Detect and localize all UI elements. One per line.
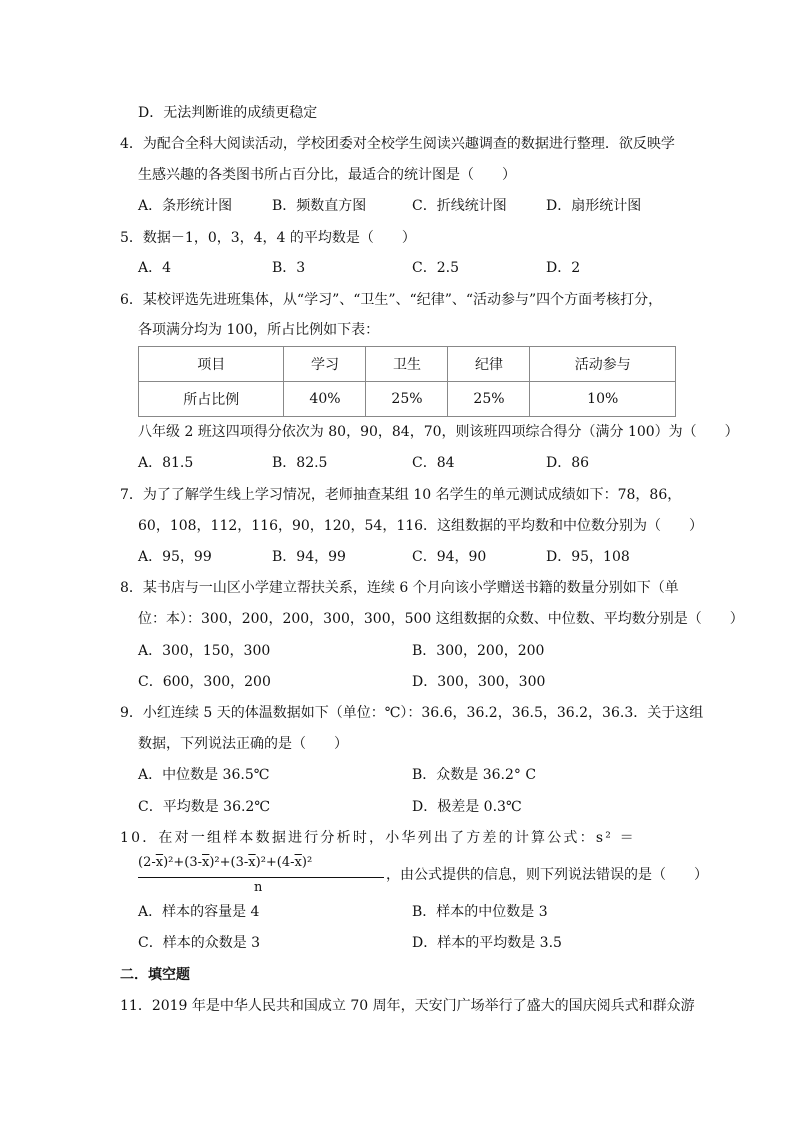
q3-option-d: D．无法判断谁的成绩更稳定 xyxy=(138,105,318,121)
q6-option-d: D．86 xyxy=(546,455,590,471)
q10-stem-tail: ，由公式提供的信息，则下列说法错误的是（ ） xyxy=(386,867,708,883)
q8-option-d: D．300，300，300 xyxy=(412,674,546,690)
q8-stem-line2: 位：本）：300，200，200，300，300，500 这组数据的众数、中位数、平均数分别是（ ） xyxy=(138,611,744,627)
variance-formula-denominator: n xyxy=(254,880,263,895)
table-cell: 纪律 xyxy=(448,347,530,382)
q8-stem-line1: 8．某书店与一山区小学建立帮扶关系，连续 6 个月向该小学赠送书籍的数量分别如下（单 xyxy=(120,580,679,596)
q5-option-c: C．2.5 xyxy=(412,260,459,276)
q7-option-a: A．95，99 xyxy=(138,549,212,565)
q9-option-d: D．极差是 0.3℃ xyxy=(412,799,522,815)
q4-option-c: C．折线统计图 xyxy=(412,198,507,214)
table-cell: 项目 xyxy=(139,347,284,382)
q8-option-b: B．300，200，200 xyxy=(412,643,545,659)
q7-stem-line1: 7．为了了解学生线上学习情况，老师抽查某组 10 名学生的单元测试成绩如下：78，86， xyxy=(120,487,682,503)
table-cell: 25% xyxy=(448,382,530,417)
q4-option-b: B．频数直方图 xyxy=(272,198,367,214)
q10-option-b: B．样本的中位数是 3 xyxy=(412,904,548,920)
q4-stem-line2: 生感兴趣的各类图书所占百分比，最适合的统计图是（ ） xyxy=(138,167,516,183)
table-cell: 25% xyxy=(366,382,448,417)
q9-option-b: B．众数是 36.2° C xyxy=(412,767,537,783)
q6-option-a: A．81.5 xyxy=(138,455,194,471)
table-cell: 40% xyxy=(284,382,366,417)
table-cell: 活动参与 xyxy=(530,347,676,382)
q11-stem-line1: 11．2019 年是中华人民共和国成立 70 周年，天安门广场举行了盛大的国庆阅兵式和群众游 xyxy=(120,998,695,1014)
q10-option-c: C．样本的众数是 3 xyxy=(138,935,261,951)
q4-option-d: D．扇形统计图 xyxy=(546,198,642,214)
q5-option-b: B．3 xyxy=(272,260,306,276)
q10-option-a: A．样本的容量是 4 xyxy=(138,904,260,920)
fraction-bar xyxy=(138,877,384,878)
q9-stem-line1: 9．小红连续 5 天的体温数据如下（单位：℃）：36.6，36.2，36.5，36.2，36.3．关于这组 xyxy=(120,705,704,721)
q7-option-d: D．95，108 xyxy=(546,549,630,565)
q9-option-c: C．平均数是 36.2℃ xyxy=(138,799,270,815)
table-cell: 10% xyxy=(530,382,676,417)
q6-ratio-table xyxy=(138,346,676,417)
q9-stem-line2: 数据，下列说法正确的是（ ） xyxy=(138,736,348,752)
variance-formula-numerator: $(2-\overline{x})^2+(3-\overline{x})^2+(3-\overline{x})^2+(4-\overline{x})^2$ xyxy=(138,855,313,870)
table-cell: 所占比例 xyxy=(139,382,284,417)
table-cell: 学习 xyxy=(284,347,366,382)
table-row xyxy=(139,382,676,417)
table-cell: 卫生 xyxy=(366,347,448,382)
q9-option-a: A．中位数是 36.5℃ xyxy=(138,767,270,783)
q8-option-c: C．600，300，200 xyxy=(138,674,271,690)
q8-option-a: A．300，150，300 xyxy=(138,643,271,659)
q7-stem-line2: 60，108，112，116，90，120，54，116．这组数据的平均数和中位数分别为（ ） xyxy=(138,518,704,534)
q7-option-b: B．94，99 xyxy=(272,549,346,565)
q7-option-c: C．94，90 xyxy=(412,549,487,565)
q6-stem-line1: 6．某校评选先进班集体，从“学习”、“卫生”、“纪律”、“活动参与”四个方面考核打分， xyxy=(120,292,663,308)
q4-option-a: A．条形统计图 xyxy=(138,198,233,214)
q6-option-c: C．84 xyxy=(412,455,455,471)
q4-stem-line1: 4．为配合全科大阅读活动，学校团委对全校学生阅读兴趣调查的数据进行整理．欲反映学 xyxy=(120,136,675,152)
q6-stem-line2: 各项满分均为 100，所占比例如下表： xyxy=(138,322,380,338)
q10-stem-line1: 10．在对一组样本数据进行分析时，小华列出了方差的计算公式：s² ＝ xyxy=(120,830,636,846)
q6-stem-line3: 八年级 2 班这四项得分依次为 80，90，84，70，则该班四项综合得分（满分 100）为（ ） xyxy=(138,424,739,440)
q5-option-a: A．4 xyxy=(138,260,172,276)
table-header-row xyxy=(139,347,676,382)
q6-option-b: B．82.5 xyxy=(272,455,328,471)
section-heading-fill-in: 二．填空题 xyxy=(120,967,190,983)
q5-option-d: D．2 xyxy=(546,260,581,276)
q10-option-d: D．样本的平均数是 3.5 xyxy=(412,935,562,951)
q5-stem: 5．数据－1，0，3，4，4 的平均数是（ ） xyxy=(120,230,416,246)
